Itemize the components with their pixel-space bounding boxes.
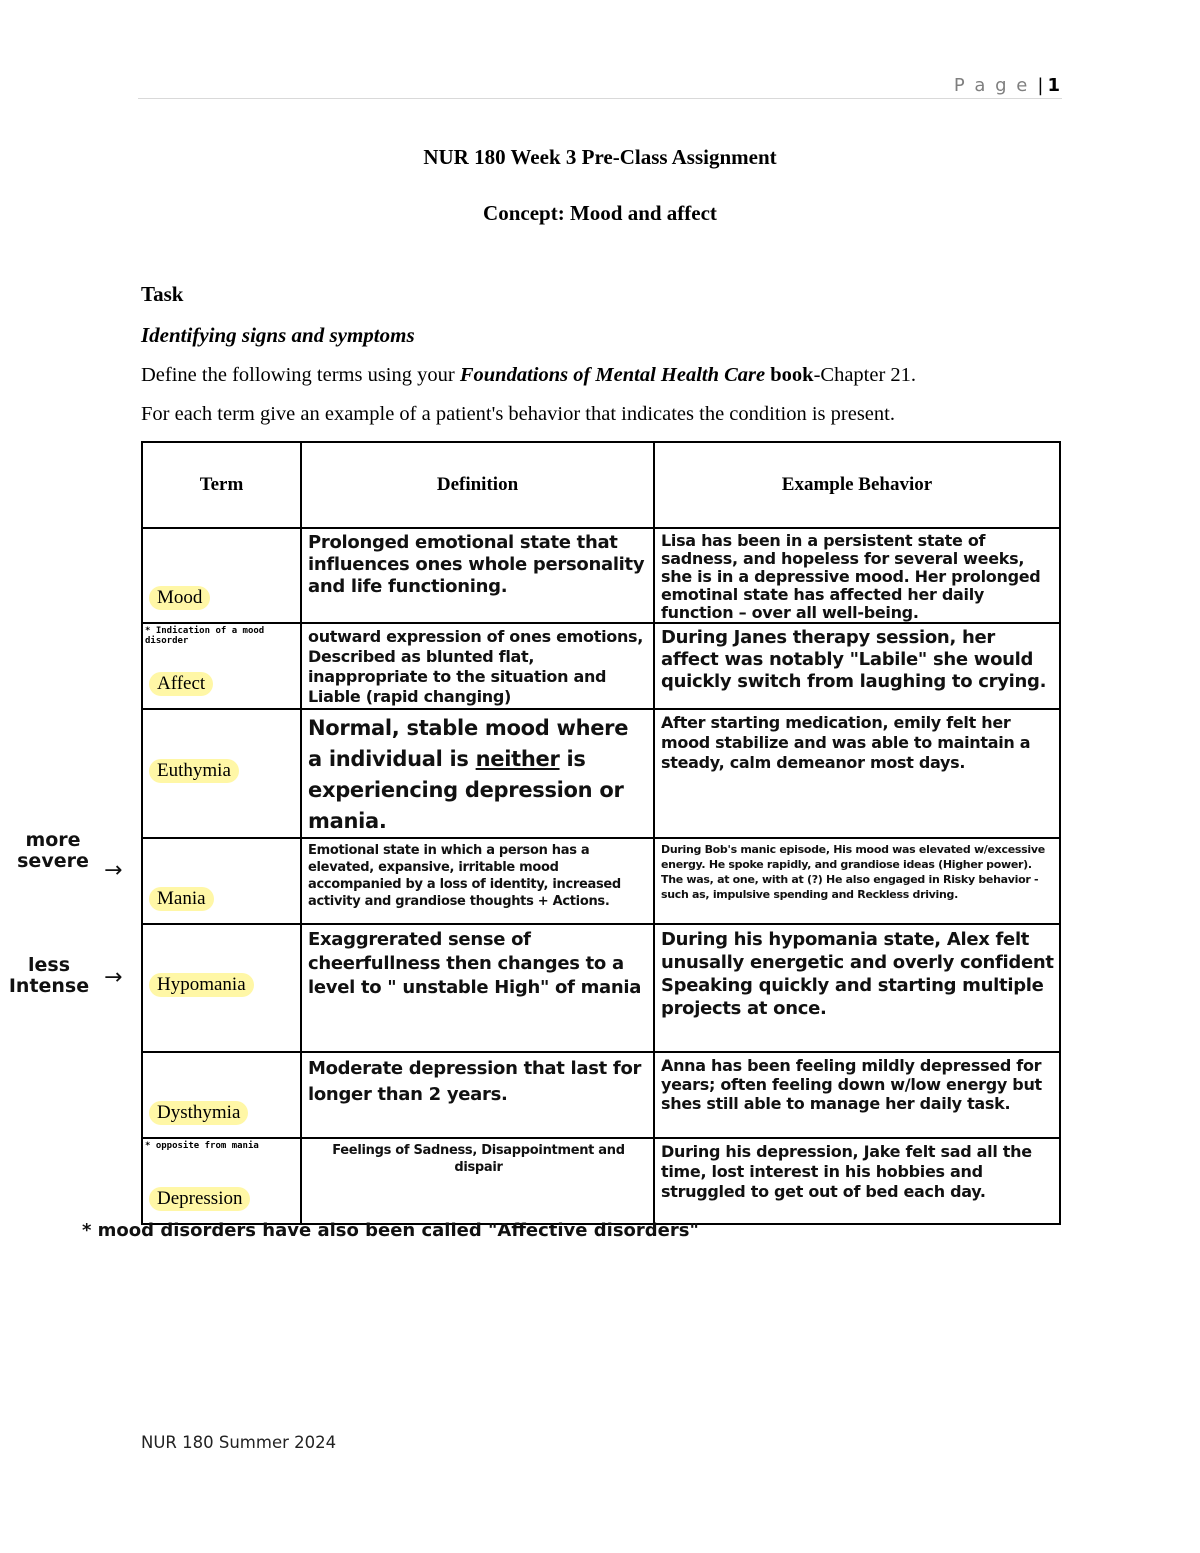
term-cell (142, 924, 301, 1052)
table-row (142, 838, 1060, 924)
term-cell (142, 838, 301, 924)
header-term: Term (142, 442, 301, 528)
term-highlight: Depression (149, 1187, 250, 1211)
concept-heading: Concept: Mood and affect (483, 201, 717, 225)
margin-note-more-severe: more severe (17, 829, 89, 872)
term-highlight: Hypomania (149, 973, 254, 997)
definition-cell: Exaggrerated sense of cheerfullness then changes to a level to " unstable High" of mania (301, 924, 654, 1052)
page-footer: NUR 180 Summer 2024 (141, 1433, 337, 1452)
table-row (142, 709, 1060, 838)
table-row (142, 528, 1060, 623)
margin-note-less-intense: less Intense (8, 954, 90, 997)
example-cell: After starting medication, emily felt her mood stabilize and was able to maintain a steady, calm demeanor most days. (654, 709, 1060, 838)
document-title: NUR 180 Week 3 Pre-Class Assignment (423, 145, 777, 169)
example-cell: During Janes therapy session, her affect was notably "Labile" she would quickly switch from laughing to crying. (654, 623, 1060, 709)
instruction-line-2: For each term give an example of a patient's behavior that indicates the condition is present. (141, 403, 895, 425)
example-cell: During his depression, Jake felt sad all the time, lost interest in his hobbies and struggled to get out of bed each day. (654, 1138, 1060, 1224)
definition-cell: Normal, stable mood where a individual is neither is experiencing depression or mania. (301, 709, 654, 838)
definition-cell: Prolonged emotional state that influences ones whole personality and life functioning. (301, 528, 654, 623)
task-subheading: Identifying signs and symptoms (141, 323, 415, 347)
term-cell (142, 528, 301, 623)
page-number: P a g e | 1 (953, 75, 1060, 96)
example-cell: During Bob's manic episode, His mood was elevated w/excessive energy. He spoke rapidly, and grandiose ideas (Higher power). The was, at one, with at (?) He also engaged in Risky behavior - such as, impulsive spending and Reckless driving. (654, 838, 1060, 924)
header-example: Example Behavior (654, 442, 1060, 528)
definition-cell: outward expression of ones emotions, Described as blunted flat, inappropriate to the situation and Liable (rapid changing) (301, 623, 654, 709)
handwritten-footnote: * mood disorders have also been called "Affective disorders" (82, 1220, 699, 1241)
example-cell: Anna has been feeling mildly depressed for years; often feeling down w/low energy but shes still able to manage her daily task. (654, 1052, 1060, 1138)
table-row (142, 1138, 1060, 1224)
header-definition: Definition (301, 442, 654, 528)
term-highlight: Mania (149, 887, 214, 911)
term-note: * Indication of a mood disorder (145, 626, 265, 646)
example-cell: Lisa has been in a persistent state of sadness, and hopeless for several weeks, she is in a depressive mood. Her prolonged emotinal state has affected her daily function – over all well-being. (654, 528, 1060, 623)
arrow-icon: → (104, 858, 123, 883)
terms-table (141, 441, 1061, 1225)
definition-cell: Feelings of Sadness, Disappointment and dispair (301, 1138, 654, 1224)
table-row (142, 623, 1060, 709)
definition-cell: Moderate depression that last for longer than 2 years. (301, 1052, 654, 1138)
page-label: P a g e (953, 75, 1030, 96)
book-title: Foundations of Mental Health Care (459, 364, 766, 386)
page-number-value: 1 (1047, 75, 1060, 96)
header-rule (138, 98, 1062, 99)
term-highlight: Dysthymia (149, 1101, 248, 1125)
term-note: * opposite from mania (145, 1141, 259, 1151)
term-cell (142, 1138, 301, 1224)
example-cell: During his hypomania state, Alex felt unusally energetic and overly confident Speaking quickly and starting multiple projects at once. (654, 924, 1060, 1052)
term-highlight: Mood (149, 586, 210, 610)
term-highlight: Euthymia (149, 759, 239, 783)
table-header-row (142, 442, 1060, 528)
term-cell (142, 1052, 301, 1138)
term-highlight: Affect (149, 672, 213, 696)
definition-cell: Emotional state in which a person has a elevated, expansive, irritable mood accompanied by a loss of identity, increased activity and grandiose thoughts + Actions. (301, 838, 654, 924)
task-heading: Task (141, 282, 184, 306)
term-cell (142, 623, 301, 709)
table-row (142, 1052, 1060, 1138)
term-cell (142, 709, 301, 838)
instruction-line-1: Define the following terms using your Foundations of Mental Health Care book-Chapter 21. (141, 364, 917, 386)
arrow-icon: → (104, 965, 123, 990)
table-row (142, 924, 1060, 1052)
